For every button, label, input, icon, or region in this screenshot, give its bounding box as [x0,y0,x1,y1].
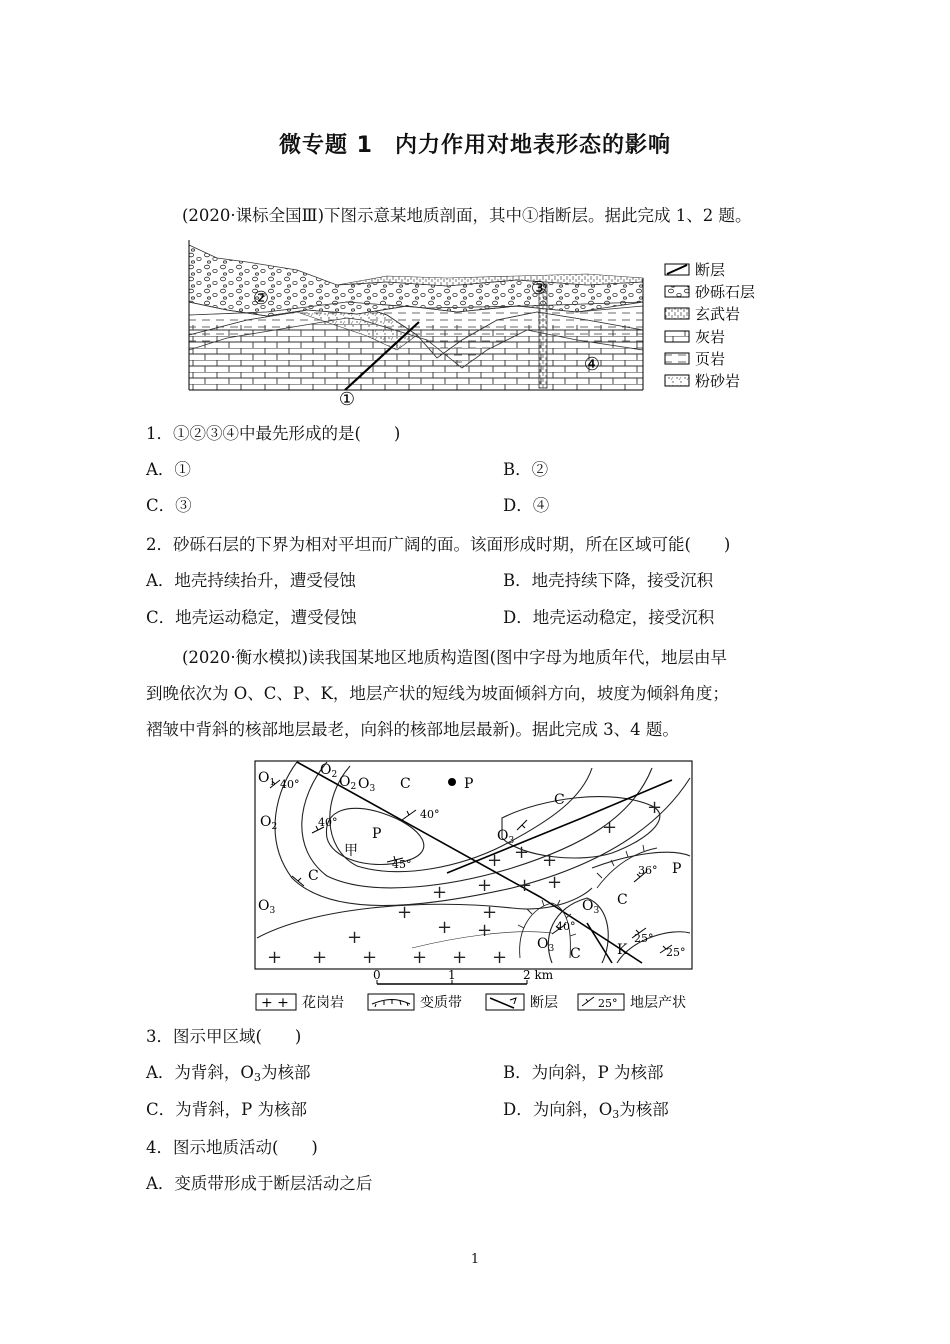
question-4-stem: 4．图示地质活动( ) [146,1138,318,1157]
question-2-option-d[interactable]: D．地壳运动稳定，接受沉积 [503,608,715,627]
svg-text:+: + [487,850,503,871]
svg-text:+: + [514,842,530,863]
legend-basalt: 玄武岩 [695,305,741,323]
intro-2-line-3: 褶皱中背斜的核部地层最老，向斜的核部地层最新)。据此完成 3、4 题。 [146,720,679,739]
svg-text:+: + [647,797,663,818]
question-2-option-b[interactable]: B．地壳持续下降，接受沉积 [503,571,714,590]
svg-text:+: + [437,917,453,938]
question-2-option-c[interactable]: C．地壳运动稳定，遭受侵蚀 [146,608,357,627]
legend-siltstone: 粉砂岩 [695,372,741,390]
svg-text:40°: 40° [318,816,338,829]
svg-text:O3: $O_3$ [537,936,555,954]
intro-2-line-2: 到晚依次为 O、C、P、K，地层产状的短线为坡面倾斜方向，坡度为倾斜角度； [146,684,729,703]
question-3-stem: 3．图示甲区域( ) [146,1027,302,1046]
question-3-option-c[interactable]: C．为背斜，P 为核部 [146,1100,307,1119]
legend-limestone: 灰岩 [695,328,726,346]
question-1-stem: 1．①②③④中最先形成的是( ) [146,424,401,443]
svg-text:C: C [617,892,628,908]
svg-text:+: + [397,902,413,923]
svg-text:+: + [492,947,508,968]
question-3-option-b[interactable]: B．为向斜，P 为核部 [503,1063,664,1082]
geologic-section-figure [187,240,761,412]
svg-text:36°: 36° [638,864,658,877]
legend-shale: 页岩 [695,350,726,368]
svg-text:+: + [517,875,533,896]
intro-1: (2020·课标全国Ⅲ)下图示意某地质剖面，其中①指断层。据此完成 1、2 题。 [182,206,752,225]
svg-text:25°: 25° [598,997,618,1010]
svg-text:O1: $O_1$ [258,770,276,788]
svg-text:C: C [570,946,581,962]
page-number: 1 [470,1252,480,1267]
svg-text:+ +: + + [261,995,289,1011]
svg-text:O3: $O_3$ [258,898,276,916]
question-1-option-d[interactable]: D．④ [503,496,550,515]
svg-text:变质带: 变质带 [420,995,462,1011]
geologic-map-figure [252,758,698,1016]
question-2-stem: 2．砂砾石层的下界为相对平坦而广阔的面。该面形成时期，所在区域可能( ) [146,535,731,554]
svg-text:O3: $O_3$ [582,898,600,916]
question-4-option-a[interactable]: A．变质带形成于断层活动之后 [146,1174,373,1193]
svg-text:P: P [464,776,474,792]
legend-gravel: 砂砾石层 [695,283,756,301]
svg-text:25°: 25° [666,946,686,959]
svg-text:+: + [477,920,493,941]
svg-text:O2: $O_2$ [339,774,357,792]
svg-text:O2: $O_2$ [260,814,278,832]
svg-text:+: + [362,947,378,968]
svg-text:+: + [477,875,493,896]
jia-label: 甲 [344,843,358,859]
svg-text:+: + [312,947,328,968]
svg-text:K: K [617,942,628,958]
svg-text:25°: 25° [634,932,654,945]
svg-text:+: + [432,882,448,903]
svg-text:+: + [347,927,363,948]
svg-text:40°: 40° [556,920,576,933]
svg-text:+: + [547,872,563,893]
marker-3: ③ [530,278,548,299]
svg-text:40°: 40° [420,808,440,821]
svg-text:花岗岩: 花岗岩 [302,995,344,1011]
legend-fault: 断层 [695,261,726,279]
svg-text:+: + [267,947,283,968]
svg-text:+: + [602,817,618,838]
svg-text:C: C [554,792,565,808]
svg-text:O3: $O_3$ [358,776,376,794]
question-1-option-c[interactable]: C．③ [146,496,192,515]
svg-text:+: + [542,850,558,871]
svg-text:+: + [452,947,468,968]
question-3-option-a[interactable]: A．为背斜，$O_3$为核部 [146,1063,311,1084]
svg-text:+: + [412,947,428,968]
svg-text:O2: $O_2$ [320,762,338,780]
svg-text:断层: 断层 [530,995,558,1011]
question-1-option-b[interactable]: B．② [503,460,549,479]
svg-text:+: + [482,902,498,923]
question-3-option-d[interactable]: D．为向斜，$O_3$为核部 [503,1100,669,1121]
svg-text:1: 1 [448,968,456,982]
svg-text:地层产状: 地层产状 [630,995,686,1011]
page-title: 微专题 1 内力作用对地表形态的影响 [279,133,671,158]
question-1-option-a[interactable]: A．① [146,460,191,479]
svg-text:C: C [400,776,411,792]
svg-text:C: C [308,868,319,884]
intro-2-line-1: (2020·衡水模拟)读我国某地区地质构造图(图中字母为地质年代，地层由早 [182,648,728,667]
marker-4: ④ [583,354,601,375]
question-2-option-a[interactable]: A．地壳持续抬升，遭受侵蚀 [146,571,356,590]
svg-text:2 km: 2 km [523,968,554,982]
svg-text:0: 0 [373,968,381,982]
svg-text:P: P [372,826,382,842]
svg-text:45°: 45° [392,858,412,871]
marker-2: ② [252,288,270,309]
svg-text:40°: 40° [280,778,300,791]
marker-1: ① [338,389,356,410]
svg-text:P: P [672,861,682,877]
svg-text:O3: $O_3$ [497,828,515,846]
